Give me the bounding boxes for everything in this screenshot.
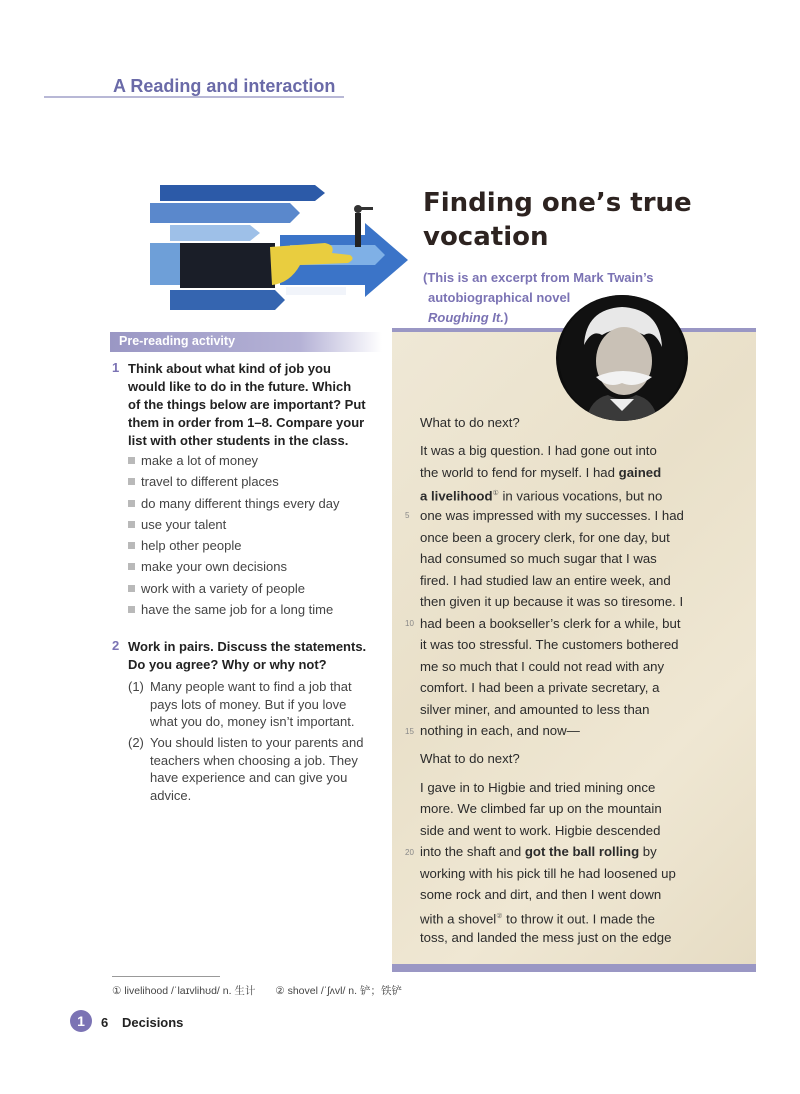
footnote-2: ② shovel /ˈʃʌvl/ n. 铲；铁铲	[275, 985, 402, 997]
bullet-square-icon	[128, 500, 135, 507]
article-line: some rock and dirt, and then I went down	[420, 887, 662, 902]
article-line: one was impressed with my successes. I had	[420, 508, 684, 523]
subtitle-line1: (This is an excerpt from Mark Twain’s	[423, 270, 654, 285]
list-item: do many different things every day	[128, 496, 340, 517]
subtitle-line2: autobiographical novel	[428, 290, 571, 305]
article-line: comfort. I had been a private secretary, a	[420, 680, 660, 695]
list-item: work with a variety of people	[128, 581, 305, 602]
list-item: make a lot of money	[128, 453, 258, 474]
article-line: into the shaft and got the ball rolling by	[420, 844, 657, 859]
page-label: Decisions	[122, 1015, 184, 1030]
article-line: the world to fend for myself. I had gained	[420, 465, 662, 480]
vocab-livelihood: a livelihood	[420, 488, 493, 504]
article-line: side and went to work. Higbie descended	[420, 823, 661, 838]
article-line: me so much that I could not read with any	[420, 659, 665, 674]
article-title	[423, 186, 743, 254]
article-line: It was a big question. I had gone out into	[420, 443, 657, 458]
statement-2-text: You should listen to your parents and teachers when choosing a job. They have experience and can give you advice.	[150, 735, 364, 803]
bullet-square-icon	[128, 585, 135, 592]
line-number: 20	[405, 848, 414, 857]
article-line: I gave in to Higbie and tried mining once	[420, 780, 656, 795]
subtitle-close-paren: )	[503, 310, 509, 325]
question-1-text: Think about what kind of job you would like to do in the future. Which of the things below are important? Put them in order from 1–8. Compare your list with other students in the class.	[128, 361, 366, 448]
line-number: 15	[405, 727, 414, 736]
question-1-number: 1	[112, 360, 120, 375]
section-rule	[44, 96, 344, 98]
bullet-square-icon	[128, 606, 135, 613]
footnote-1: ① livelihood /ˈlaɪvlihʊd/ n. 生计	[112, 985, 256, 997]
list-item: help other people	[128, 538, 241, 559]
question-2-number: 2	[112, 638, 120, 653]
statement-2-number: (2)	[128, 735, 144, 750]
article-line: had consumed so much sugar that I was	[420, 551, 657, 566]
article-line: nothing in each, and now—	[420, 723, 580, 738]
author-portrait	[556, 295, 688, 421]
article-line: had been a bookseller’s clerk for a while, but	[420, 616, 681, 631]
statement-1-number: (1)	[128, 679, 144, 694]
panel-bottom-rule	[392, 964, 756, 972]
line-number: 10	[405, 619, 414, 628]
bullet-square-icon	[128, 457, 135, 464]
article-title-line2: vocation	[423, 222, 549, 252]
footnote-marker-2: ②	[496, 913, 503, 920]
illustration-arrows	[150, 185, 415, 320]
statement-1-text: Many people want to find a job that pays lots of money. But if you love what you do, money isn’t important.	[150, 679, 355, 729]
list-item: have the same job for a long time	[128, 602, 333, 623]
bullet-square-icon	[128, 542, 135, 549]
pre-reading-label: Pre-reading activity	[119, 334, 236, 348]
article-line: silver miner, and amounted to less than	[420, 702, 650, 717]
list-item: make your own decisions	[128, 559, 287, 580]
article-heading: What to do next?	[420, 415, 520, 430]
article-line: fired. I had studied law an entire week, and	[420, 573, 671, 588]
article-line: once been a grocery clerk, for one day, but	[420, 530, 670, 545]
list-item: use your talent	[128, 517, 226, 538]
list-item: travel to different places	[128, 474, 279, 495]
bullet-square-icon	[128, 563, 135, 570]
section-title: A Reading and interaction	[113, 76, 336, 96]
article-title-line1: Finding one’s true	[423, 188, 692, 218]
vocab-gained: gained	[618, 465, 662, 480]
page-number: 6	[101, 1015, 109, 1030]
footnote-marker-1: ①	[492, 490, 499, 497]
bullet-square-icon	[128, 478, 135, 485]
subtitle-book-title: Roughing It.	[428, 310, 504, 325]
vocab-got-the-ball-rolling: got the ball rolling	[524, 844, 640, 859]
footnote-rule	[112, 976, 220, 977]
article-line: a livelihood① in various vocations, but no	[420, 488, 663, 504]
footnotes	[112, 983, 402, 998]
line-number: 5	[405, 511, 410, 520]
article-line: it was too stressful. The customers bothered	[420, 637, 679, 652]
article-line: toss, and landed the mess just on the edge	[420, 930, 672, 945]
article-line: working with his pick till he had loosened up	[420, 866, 676, 881]
article-line: then given it up because it was so tiresome. I	[420, 594, 684, 609]
article-heading: What to do next?	[420, 751, 520, 766]
question-2-text: Work in pairs. Discuss the statements. Do you agree? Why or why not?	[128, 639, 367, 672]
unit-badge: 1	[70, 1010, 92, 1032]
article-line: more. We climbed far up on the mountain	[420, 801, 662, 816]
bullet-square-icon	[128, 521, 135, 528]
article-line: with a shovel② to throw it out. I made the	[420, 911, 655, 927]
